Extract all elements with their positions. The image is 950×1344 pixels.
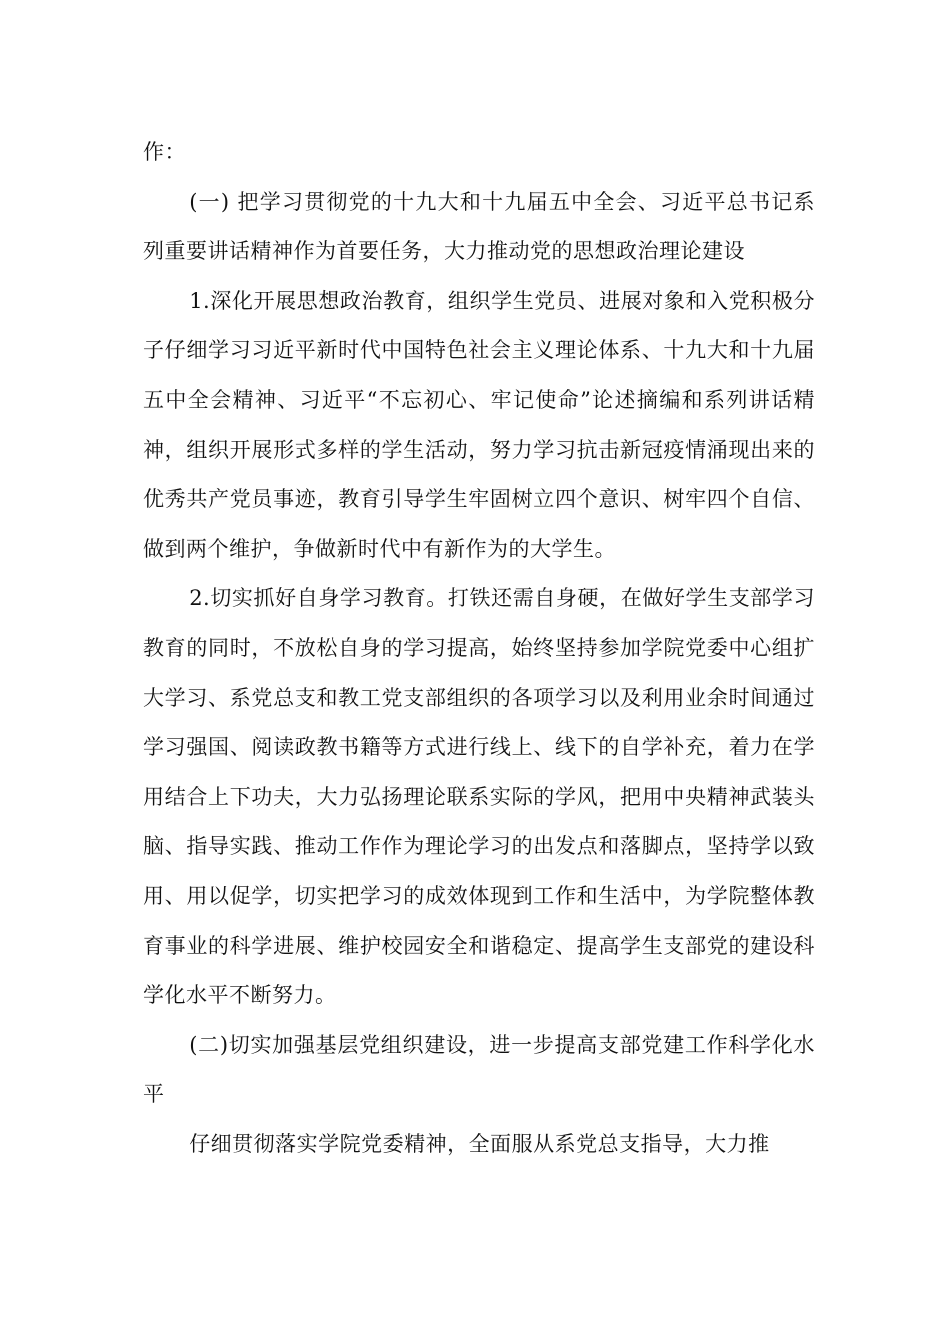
paragraph-body-fragment: 仔细贯彻落实学院党委精神，全面服从系党总支指导，大力推 — [189, 1131, 770, 1156]
paragraph-item-1: 1.深化开展思想政治教育，组织学生党员、进展对象和入党积极分子仔细学习习近平新时代中国特色社会主义理论体系、十九大和十九届五中全会精神、习近平“不忘初心、牢记使命”论述摘编和系列讲话精神，组织开展形式多样的学生活动，努力学习抗击新冠疫情涌现出来的优秀共产党员事迹，教育引导学生牢固树立四个意识、树牢四个自信、做到两个维护，争做新时代中有新作为的大学生。 — [143, 288, 815, 561]
paragraph-item-2: 2.切实抓好自身学习教育。打铁还需自身硬，在做好学生支部学习教育的同时，不放松自身的学习提高，始终坚持参加学院党委中心组扩大学习、系党总支和教工党支部组织的各项学习以及利用业余时间通过学习强国、阅读政教书籍等方式进行线上、线下的自学补充，着力在学用结合上下功夫，大力弘扬理论联系实际的学风，把用中央精神武装头脑、指导实践、推动工作作为理论学习的出发点和落脚点，坚持学以致用、用以促学，切实把学习的成效体现到工作和生活中，为学院整体教育事业的科学进展、维护校园安全和谐稳定、提高学生支部党的建设科学化水平不断努力。 — [143, 586, 815, 1008]
section-heading-2: (二)切实加强基层党组织建设，进一步提高支部党建工作科学化水平 — [143, 1032, 815, 1107]
section-heading-1: (一) 把学习贯彻党的十九大和十九届五中全会、习近平总书记系列重要讲话精神作为首要任务，大力推动党的思想政治理论建设 — [143, 189, 815, 264]
document-page — [143, 128, 815, 1169]
paragraph-intro-fragment: 作： — [143, 140, 186, 164]
